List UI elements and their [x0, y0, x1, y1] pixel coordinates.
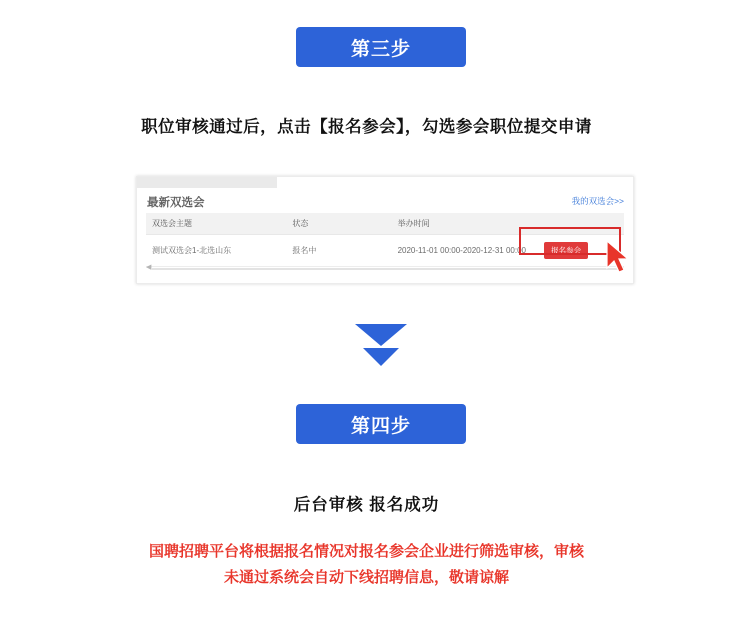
mouse-cursor-icon	[606, 240, 632, 274]
panel-top-strip	[137, 177, 277, 188]
warning-note-line1: 国聘招聘平台将根据报名情况对报名参会企业进行筛选审核，审核	[148, 543, 584, 560]
cell-topic: 测试双选会1-北选山东	[146, 235, 286, 267]
header-status: 状态	[286, 213, 391, 235]
warning-note	[90, 539, 643, 591]
down-chevron-icon	[355, 322, 407, 368]
horizontal-scrollbar[interactable]	[146, 264, 624, 271]
screenshot-panel	[136, 176, 634, 284]
step-three-badge: 第三步	[296, 27, 466, 67]
cell-time: 2020-11-01 00:00-2020-12-31 00:00	[392, 235, 539, 267]
step-three-instruction: 职位审核通过后，点击【报名参会】，勾选参会职位提交申请	[141, 118, 592, 136]
warning-note-line2: 未通过系统会自动下线招聘信息，敬请谅解	[223, 569, 509, 586]
result-text: 后台审核 报名成功	[293, 496, 440, 514]
step-four-badge: 第四步	[296, 404, 466, 444]
header-time: 举办时间	[392, 213, 539, 235]
my-fairs-link[interactable]: 我的双选会>>	[571, 196, 624, 206]
scroll-left-arrow[interactable]: ◀	[146, 264, 152, 271]
panel-title: 最新双选会	[147, 197, 205, 209]
header-topic: 双选会主题	[146, 213, 286, 235]
cell-status: 报名中	[286, 235, 391, 267]
scrollbar-track[interactable]	[152, 268, 618, 270]
apply-to-fair-button[interactable]: 报名参会	[544, 242, 588, 259]
